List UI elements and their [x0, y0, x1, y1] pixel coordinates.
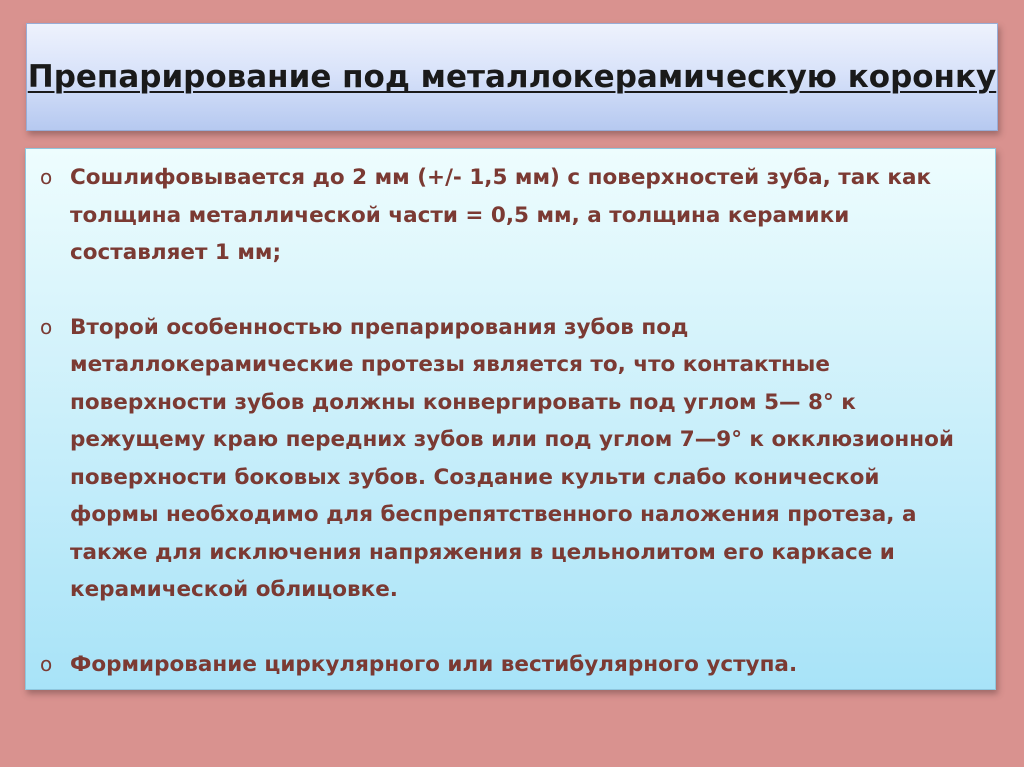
bullet-text-2: Второй особенностью препарирования зубов под металлокерамические протезы является то, что контактные поверхности зубов должны конвергировать под углом 5— 8° к режущему краю передних зубов или под углом 7—9° к окклюзионной поверхности боковых зубов. Создание культи слабо конической формы необходимо для беспрепятственного наложения протеза, а также для исключения напряжения в цельнолитом его каркасе и керамической облицовке.	[70, 314, 954, 602]
bullet-item-2	[40, 309, 965, 609]
bullet-item-3	[40, 646, 965, 684]
content-panel	[25, 148, 996, 690]
circle-bullet-icon: o	[40, 165, 53, 189]
circle-bullet-icon: o	[40, 314, 53, 339]
circle-bullet-icon: o	[40, 651, 53, 676]
bullet-item-1	[40, 159, 965, 272]
bullet-text-3: Формирование циркулярного или вестибулярного уступа.	[70, 651, 798, 677]
title-panel	[26, 23, 998, 131]
slide-title: Препарирование под металлокерамическую коронку	[27, 59, 997, 95]
bullet-text-1: Сошлифовывается до 2 мм (+/- 1,5 мм) с поверхностей зуба, так как толщина металлической части = 0,5 мм, а толщина керамики составляет 1 мм;	[70, 165, 932, 265]
